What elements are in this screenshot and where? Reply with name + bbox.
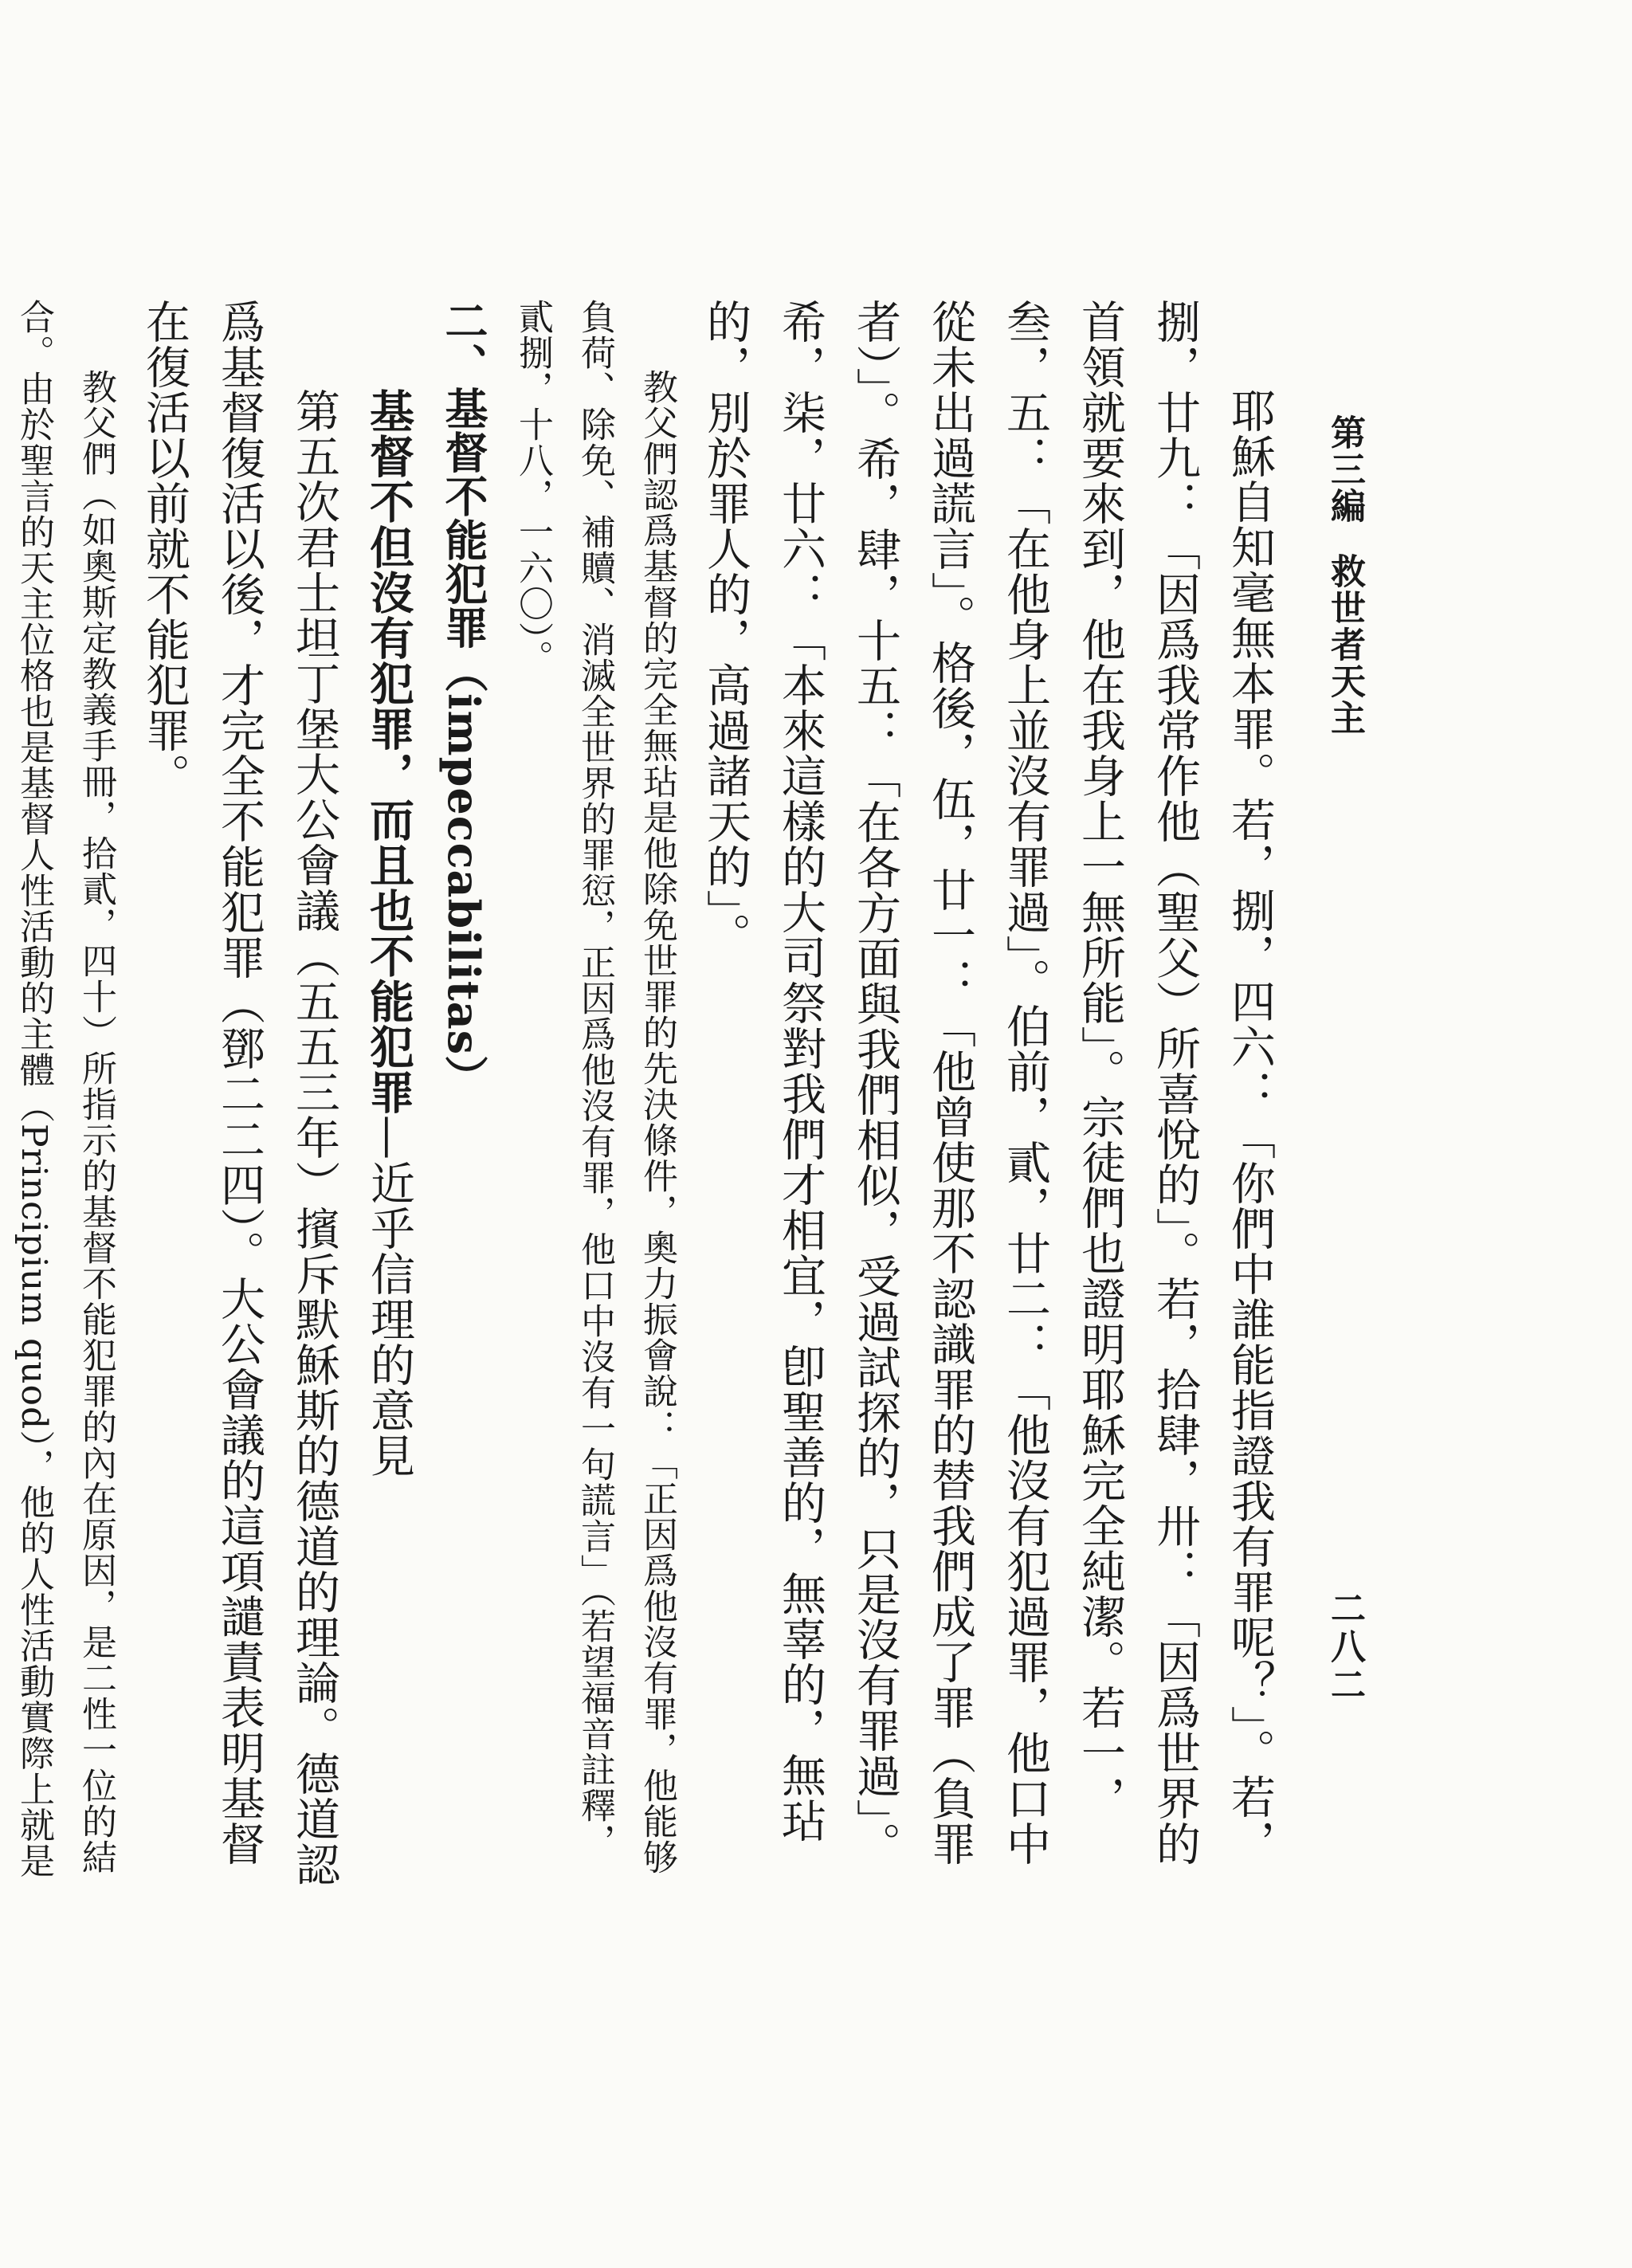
paragraph-fathers-reason: 教父們（如奧斯定教義手冊，拾貳，四十）所指示的基督不能犯罪的內在原因，是二性一位的結合。由於聖言的天主位格也是基督人性活動的主體（Principium quod），他的人性活動實際上就是 xyxy=(14,299,116,1879)
paragraph-fathers: 教父們認爲基督的完全無玷是他除免世罪的先決條件，奧力振會說：「正因爲他沒有罪，他能够負荷、除免、補贖、消滅全世界的罪愆，正因爲他沒有罪，他口中沒有一句謊言」（若望福音註釋，貳捌，十八，一六〇）。 xyxy=(512,299,677,1875)
thesis xyxy=(351,299,426,1893)
header-chapter: 救世者天主 xyxy=(1324,553,1365,736)
paragraph-council: 第五次君士坦丁堡大公會議（五五三年）擯斥默穌斯的德道的理論。德道認爲基督復活以後，才完全不能犯罪（鄧二二四）。大公會議的這項譴責表明基督在復活以前就不能犯罪。 xyxy=(139,299,340,1887)
header-part: 第三編 xyxy=(1324,414,1365,524)
section-title: 二、基督不能犯罪（impeccabilitas） xyxy=(438,299,489,1100)
page-number: 二八二 xyxy=(1324,1590,1365,1705)
thesis-statement: 基督不但沒有犯罪，而且也不能犯罪 xyxy=(363,388,415,1115)
running-header xyxy=(1324,414,1365,736)
thesis-note: —近乎信理的意見 xyxy=(363,1115,415,1478)
paragraph-sinlessness: 耶穌自知毫無本罪。若，捌，四六：「你們中誰能指證我有罪呢？」。若，捌，廿九：「因爲我常作他（聖父）所喜悅的」。若，拾肆，卅：「因爲世界的首領就要來到，他在我身上一無所能」。宗徒們也證明耶穌完全純潔。若一，叁，五：「在他身上並沒有罪過」。伯前，貳，廿二：「他沒有犯過罪，他口中從未出過謊言」。格後，伍，廿一：「他曾使那不認識罪的替我們成了罪（負罪者）」。希，肆，十五：「在各方面與我們相似，受過試探的，只是沒有罪過」。希，柒，廿六：「本來這樣的大司祭對我們才相宜，卽聖善的，無辜的，無玷的，別於罪人的，高過諸天的」。 xyxy=(700,299,1276,1867)
body-text xyxy=(14,299,1287,1893)
